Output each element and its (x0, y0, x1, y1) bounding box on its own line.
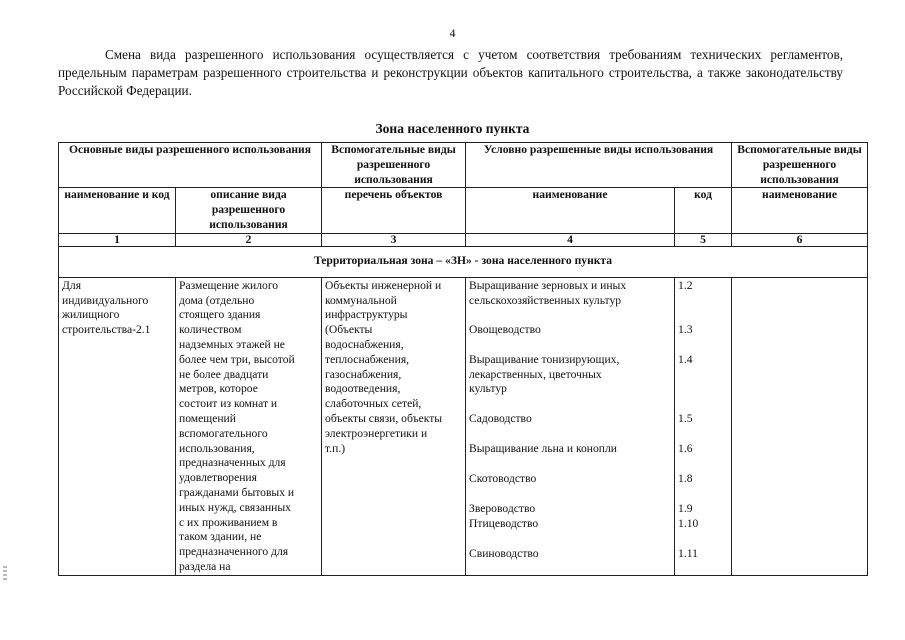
conditional-use-name: Звероводство (469, 501, 536, 515)
cell-objects: Объекты инженерной и коммунальной инфраструктуры (Объекты водоснабжения, теплоснабжения, газоснабжения, водоотведения, слаботочных сетей, объекты связи, объекты электроэнергетики и т.п.) (322, 277, 466, 575)
zone-title: Зона населенного пункта (375, 121, 530, 136)
zone-row-label: Территориальная зона – «ЗН» - зона населенного пункта (59, 246, 868, 277)
zone-row (59, 246, 868, 277)
header-row-1 (59, 143, 868, 188)
page-number: 4 (449, 26, 456, 40)
cell-conditional-names (466, 277, 675, 575)
header-row-2 (59, 188, 868, 233)
conditional-use-name: Выращивание тонизирующих, лекарственных, цветочных культур (469, 352, 620, 396)
header-name-code: наименование и код (59, 188, 176, 233)
header-description: описание вида разрешенного использования (176, 188, 322, 233)
conditional-use-name: Свиноводство (469, 546, 539, 560)
cell-conditional-codes (675, 277, 732, 575)
header-cond-name: наименование (466, 188, 675, 233)
column-number: 1 (59, 233, 176, 246)
conditional-use-code: 1.8 (678, 471, 693, 485)
column-number: 2 (176, 233, 322, 246)
conditional-use-code: 1.10 (678, 516, 699, 530)
conditional-use-code: 1.11 (678, 546, 698, 560)
conditional-use-name: Садоводство (469, 411, 532, 425)
cell-name-code: Для индивидуального жилищного строительства-2.1 (59, 277, 176, 575)
land-use-table (58, 142, 868, 576)
header-aux-uses-2: Вспомогательные виды разрешенного использования (732, 143, 868, 188)
cell-description: Размещение жилого дома (отдельно стоящего здания количеством надземных этажей не более чем три, высотой не более двадцати метров, которое состоит из комнат и помещений вспомогательного использования, предназначенных для удовлетворения гражданами бытовых и иных нужд, связанных с их проживанием в таком здании, не предназначенного для раздела на (176, 277, 322, 575)
scan-edge-mark (3, 566, 7, 581)
scan-artifact-icon (3, 566, 7, 580)
column-number: 5 (675, 233, 732, 246)
conditional-use-name: Овощеводство (469, 322, 541, 336)
intro-paragraph: Смена вида разрешенного использования осуществляется с учетом соответствия требованиям технических регламентов, предельным параметрам разрешенного строительства и реконструкции объектов капитального строительства, а также законодательству Российской Федерации. (58, 47, 843, 98)
cell-aux2-empty (732, 277, 868, 575)
conditional-use-code: 1.6 (678, 441, 693, 455)
conditional-use-name: Выращивание льна и конопли (469, 441, 617, 455)
column-number: 3 (322, 233, 466, 246)
conditional-use-code: 1.5 (678, 411, 693, 425)
conditional-use-code: 1.9 (678, 501, 693, 515)
header-main-uses: Основные виды разрешенного использования (59, 143, 322, 188)
column-number: 6 (732, 233, 868, 246)
conditional-use-name: Птицеводство (469, 516, 539, 530)
conditional-use-code: 1.2 (678, 278, 693, 292)
column-number-row (59, 233, 868, 246)
table-row (59, 277, 868, 575)
header-objects-list: перечень объектов (322, 188, 466, 233)
header-aux2-name: наименование (732, 188, 868, 233)
header-conditional-uses: Условно разрешенные виды использования (466, 143, 732, 188)
conditional-use-name: Скотоводство (469, 471, 537, 485)
header-aux-uses: Вспомогательные виды разрешенного использования (322, 143, 466, 188)
header-cond-code: код (675, 188, 732, 233)
column-number: 4 (466, 233, 675, 246)
conditional-use-code: 1.4 (678, 352, 693, 366)
conditional-use-code: 1.3 (678, 322, 693, 336)
conditional-use-name: Выращивание зерновых и иных сельскохозяйственных культур (469, 278, 627, 307)
